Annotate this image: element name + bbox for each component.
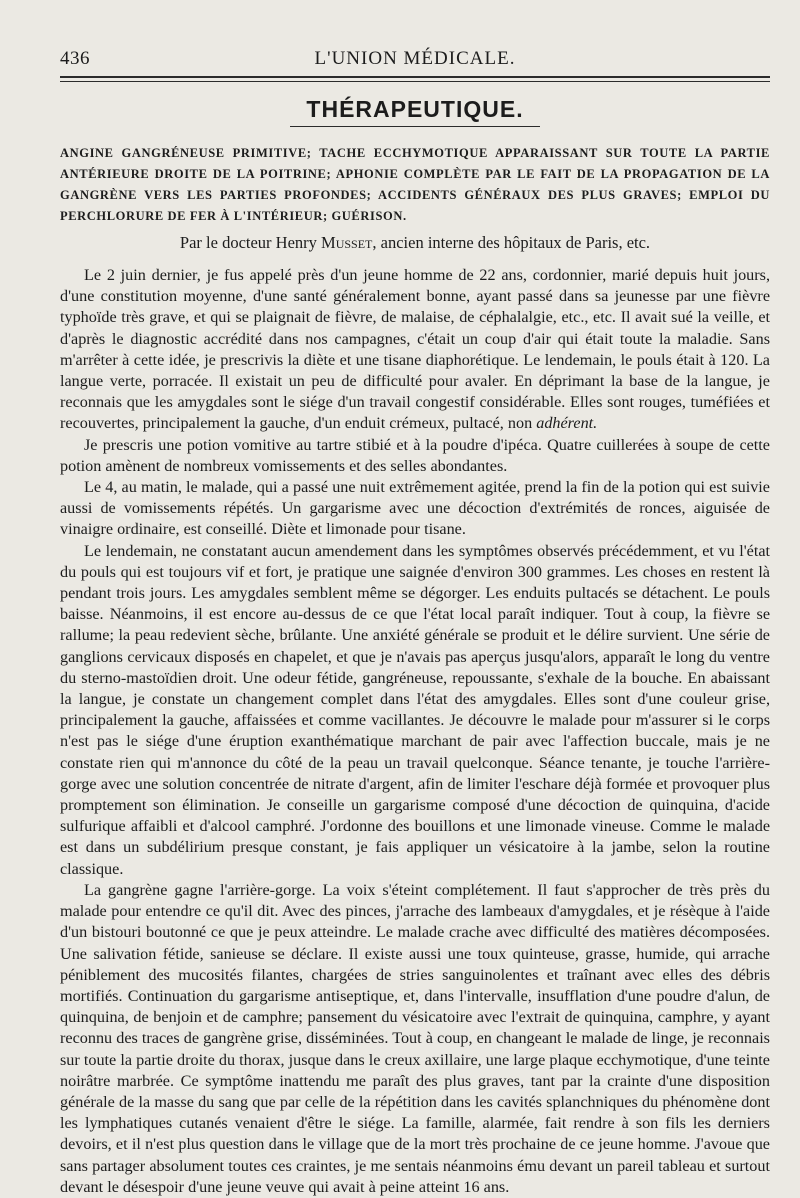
paragraph-italic: adhérent. (536, 414, 598, 433)
header-rule (60, 76, 770, 78)
header-rule-thin (60, 81, 770, 82)
byline (60, 231, 770, 255)
byline-suffix: , ancien interne des hôpitaux de Paris, etc. (372, 233, 651, 252)
byline-prefix: Par le docteur Henry (179, 233, 322, 252)
paragraph: La gangrène gagne l'arrière-gorge. La voix s'éteint complétement. Il faut s'approcher de très près du malade pour entendre ce qu'il dit. Avec des pinces, j'arrache des lambeaux d'amygdales, et je résèque à l'aide d'un bistouri boutonné ce que je peux atteindre. Le malade crache avec difficulté des matières décomposées. Une salivation fétide, sanieuse se déclare. Il existe aussi une toux quinteuse, grasse, humide, qui arrache péniblement des mucosités filantes, chargées de stries sanguinolentes et traînant avec elles des débris mortifiés. Continuation du gargarisme antiseptique, et, dans l'intervalle, insufflation d'une poudre d'alun, de quinquina, de benjoin et de camphre; pansement du vésicatoire avec l'extrait de quinquina, camphre, y ayant reconnu des traces de gangrène grise, disséminées. Tout à coup, en changeant le malade de linge, je reconnais sur toute la partie droite du thorax, jusque dans le creux axillaire, une large plaque ecchymotique, d'une teinte noirâtre marbrée. Ce symptôme inattendu me paraît des plus graves, tant par la crainte d'une disposition générale de la masse du sang que par celle de la répétition dans les cavités splanchniques du phénomène dont les lymphatiques cutanés venaient d'être le siége. La famille, alarmée, fait rendre à son fils les derniers devoirs, et il n'est plus question dans le village que de la mort très prochaine de ce jeune homme. J'avoue que sans partager absolument toutes ces craintes, je me sentais néanmoins ému devant un pareil tableau et surtout devant le désespoir d'une jeune veuve qui avait à peine atteint 16 ans. (60, 880, 770, 1196)
paragraph (60, 265, 770, 435)
article-body (60, 265, 770, 1198)
author-surname: Musset (321, 233, 373, 252)
section-title: THÉRAPEUTIQUE. (306, 96, 524, 122)
article-heading: ANGINE GANGRÉNEUSE PRIMITIVE; TACHE ECCHYMOTIQUE APPARAISSANT SUR TOUTE LA PARTIE ANTÉRIEURE DROITE DE LA POITRINE; APHONIE COMPLÈTE PAR LE FAIT DE LA PROPAGATION DE LA GANGRÈNE VERS LES PARTIES PROFONDES; ACCIDENTS GÉNÉRAUX DES PLUS GRAVES; EMPLOI DU PERCHLORURE DE FER À L'INTÉRIEUR; GUÉRISON. (60, 146, 770, 223)
paragraph: Le 4, au matin, le malade, qui a passé une nuit extrêmement agitée, prend la fin de la potion qui est suivie aussi de vomissements répétés. Un gargarisme avec une décoction d'extrémités de ronces, aiguisée de vinaigre ordinaire, est conseillé. Diète et limonade pour tisane. (60, 478, 770, 539)
title-underline (290, 126, 540, 127)
paragraph: Le lendemain, ne constatant aucun amendement dans les symptômes observés précédemment, et vu l'état du pouls qui est toujours vif et fort, je pratique une saignée d'environ 300 grammes. Les choses en restent là pendant trois jours. Les amygdales semblent même se dégorger. Les enduits pultacés se détachent. Le pouls baisse. Néanmoins, il est encore au-dessus de ce que l'état local paraît indiquer. Tout à coup, la fièvre se rallume; la peau redevient sèche, brûlante. Une anxiété générale se produit et le délire survient. Une série de ganglions cervicaux disposés en chapelet, et que je n'avais pas aperçus jusqu'alors, apparaît le long du ventre du sterno-mastoïdien droit. Une odeur fétide, gangréneuse, repoussante, s'exhale de la bouche. En abaissant la langue, je constate un changement complet dans l'état des amygdales. Elles sont d'une couleur grise, principalement la gauche, affaissées et comme vacillantes. Je découvre le malade pour m'assurer si le corps n'est pas le siége d'une éruption exanthématique marchant de pair avec l'affection buccale, mais je ne constate rien qui m'annonce du côté de la peau un travail quelconque. Séance tenante, je touche l'arrière-gorge avec une solution concentrée de nitrate d'argent, afin de limiter l'eschare déjà formée et provoquer plus promptement son élimination. Je conseille un gargarisme composé d'une décoction de quinquina, d'acide sulfurique affaibli et d'alcool camphré. J'ordonne des bouillons et une limonade vineuse. Comme le malade est dans un subdélirium presque constant, je fais appliquer un vésicatoire à la jambe, selon la routine classique. (60, 541, 770, 878)
page-number: 436 (60, 48, 90, 69)
page-header (60, 44, 770, 74)
journal-title: L'UNION MÉDICALE. (314, 48, 516, 69)
paragraph: Je prescris une potion vomitive au tartre stibié et à la poudre d'ipéca. Quatre cuillerées à soupe de cette potion amènent de nombreux vomissements et des selles abondantes. (60, 435, 770, 475)
paragraph-text: Le 2 juin dernier, je fus appelé près d'un jeune homme de 22 ans, cordonnier, marié depuis huit jours, d'une constitution moyenne, d'une santé généralement bonne, ayant passé dans sa jeunesse par une fièvre typhoïde très grave, et qui se plaignait de fièvre, de malaise, de céphalalgie, etc., etc. Il avait sué la veille, et d'après le diagnostic accrédité dans nos campagnes, c'était un coup d'air qui était toute la maladie. Sans m'arrêter à cette idée, je prescrivis la diète et une tisane diaphorétique. Le lendemain, le pouls était à 120. La langue verte, porracée. Il existait un peu de difficulté pour avaler. En déprimant la base de la langue, je reconnais que les amygdales sont le siége d'un travail congestif considérable. Elles sont rouges, tuméfiées et recouvertes, principalement la gauche, d'un enduit crémeux, pultacé, non (60, 266, 770, 433)
